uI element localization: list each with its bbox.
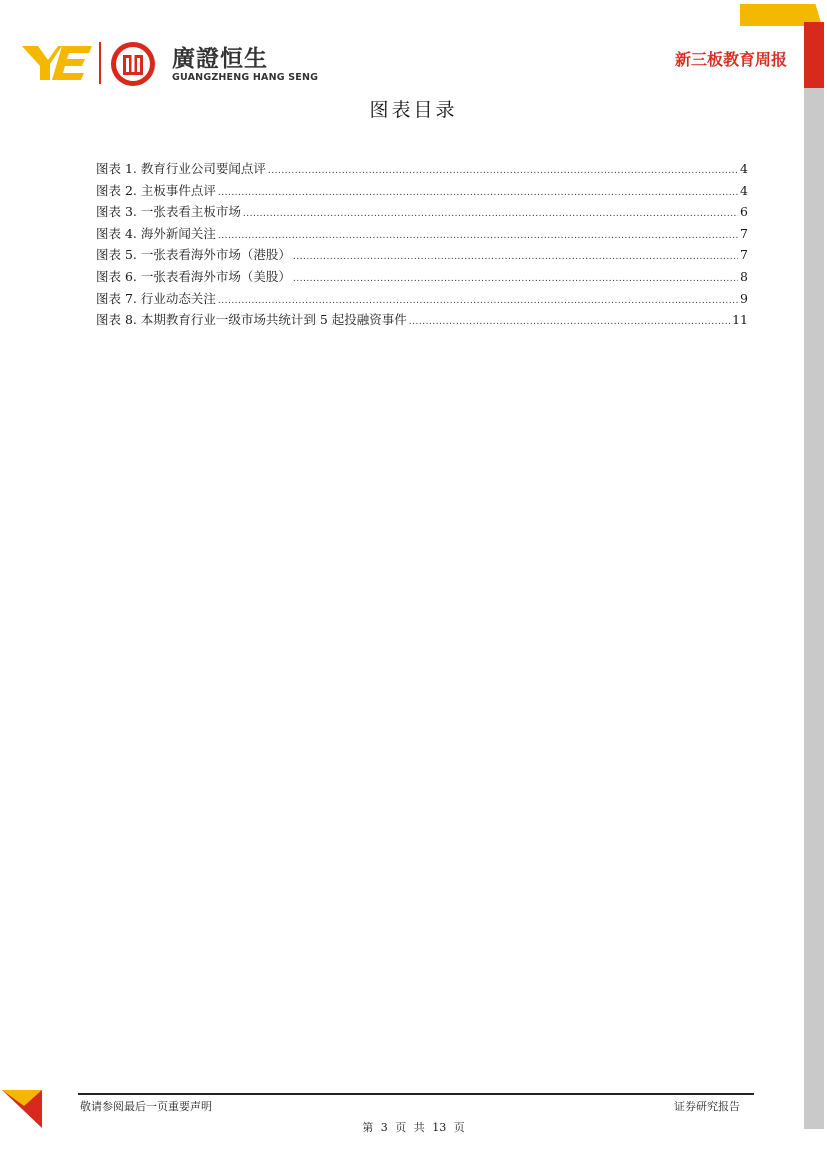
toc-item[interactable]: [96, 266, 748, 288]
toc-item[interactable]: [96, 244, 748, 266]
toc-item[interactable]: [96, 223, 748, 245]
toc-item[interactable]: [96, 288, 748, 310]
toc-item-page: 4: [740, 182, 748, 198]
toc-item-page: 7: [740, 225, 748, 241]
toc-leader-dots: [293, 269, 738, 291]
brand-name-cn: 廣證恒生: [172, 46, 268, 72]
toc-item-label: 图表 7. 行业动态关注: [96, 290, 216, 306]
toc-item[interactable]: [96, 158, 748, 180]
toc-item-page: 4: [740, 161, 748, 176]
toc-item-page: 7: [740, 247, 748, 263]
toc-item[interactable]: [96, 201, 748, 223]
toc-leader-dots: [243, 204, 738, 226]
side-gray-bar: [804, 88, 824, 1129]
footer-disclaimer: 敬请参阅最后一页重要声明: [80, 1100, 212, 1113]
toc-leader-dots: [218, 226, 738, 248]
logo-divider: [99, 42, 101, 84]
toc-item-page: 9: [740, 290, 748, 306]
toc-item-label: 图表 8. 本期教育行业一级市场共统计到 5 起投融资事件: [96, 312, 407, 328]
report-type-label: 新三板教育周报: [674, 50, 787, 69]
toc-item-label: 图表 1. 教育行业公司要闻点评: [96, 161, 266, 176]
brand-name-en: GUANGZHENG HANG SENG: [172, 72, 319, 83]
footer-doc-type: 证券研究报告: [674, 1100, 740, 1113]
toc-leader-dots: [409, 312, 730, 334]
ye-logo-icon: [22, 44, 92, 82]
toc-item-label: 图表 3. 一张表看主板市场: [96, 204, 241, 220]
toc-leader-dots: [268, 161, 738, 183]
toc-item-label: 图表 6. 一张表看海外市场（美股）: [96, 268, 291, 284]
toc-item[interactable]: [96, 309, 748, 331]
toc-item-page: 6: [740, 204, 748, 220]
figure-list: [96, 158, 748, 331]
toc-item-label: 图表 2. 主板事件点评: [96, 182, 216, 198]
toc-leader-dots: [218, 183, 738, 205]
page-number: 第 3 页 共 13 页: [362, 1121, 465, 1134]
hang-seng-seal-icon: [110, 41, 156, 87]
toc-leader-dots: [293, 247, 738, 269]
toc-item-label: 图表 4. 海外新闻关注: [96, 225, 216, 241]
toc-item[interactable]: [96, 180, 748, 202]
toc-item-page: 11: [732, 312, 748, 328]
page-title: 图表目录: [369, 99, 458, 121]
toc-item-page: 8: [740, 268, 748, 284]
footer-divider: [78, 1093, 754, 1095]
toc-item-label: 图表 5. 一张表看海外市场（港股）: [96, 247, 291, 263]
side-red-bar: [804, 22, 824, 88]
